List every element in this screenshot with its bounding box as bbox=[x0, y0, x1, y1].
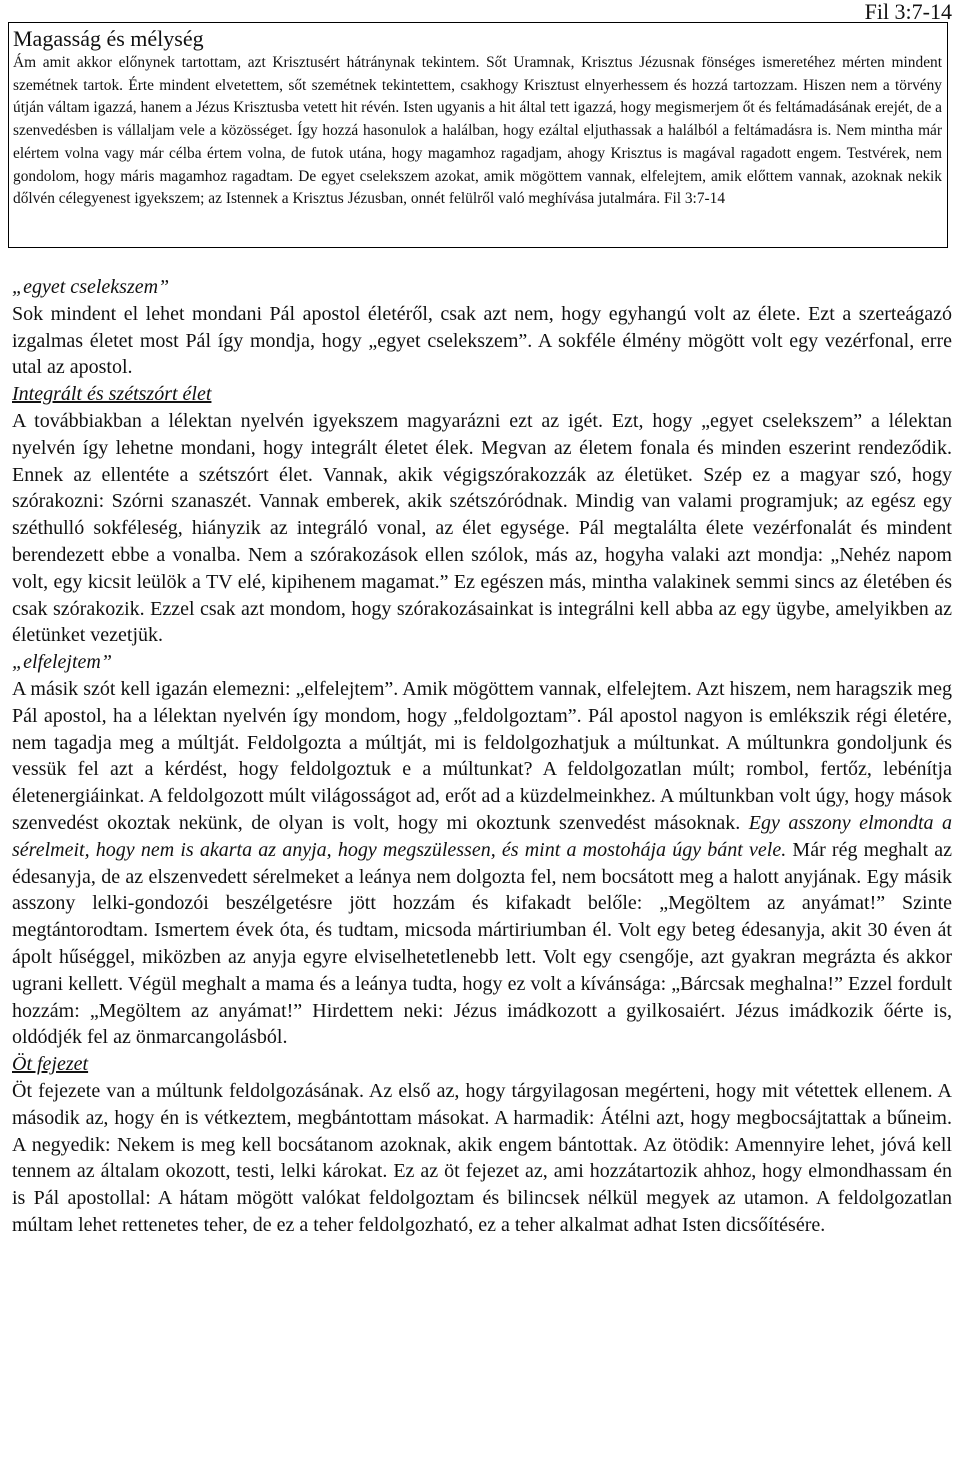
page-reference: Fil 3:7-14 bbox=[864, 0, 952, 24]
main-body bbox=[12, 274, 952, 1239]
heading-egyet-cselekszem: „egyet cselekszem” bbox=[12, 276, 170, 298]
paragraph-ot-fejezet: Öt fejezete van a múltunk feldolgozásának. Az első az, hogy tárgyilagosan megérteni, hogy mit vétettek ellenem. A második az, hogy én is vétkeztem, megbántottam másokat. A harmadik: Átélni azt, hogy megbocsájtattak a bűneim. A negyedik: Nekem is meg kell bocsátanom azoknak, akik engem bántottak. Az ötödik: Amennyire lehet, jóvá kell tennem az általam okozott, testi, lelki károkat. Ez az öt fejezet az, ami hozzátartozik ahhoz, hogy elmondhassam én is Pál apostollal: A hátam mögött valókat feldolgoztam és bilincsek nélkül megyek az utamon. A feldolgozatlan múltam lehet rettenetes teher, de ez a teher feldolgozható, ez a teher alkalmat adhat Isten dicsőítésére. bbox=[12, 1079, 952, 1236]
scripture-box bbox=[8, 22, 948, 248]
box-title: Magasság és mélység bbox=[13, 26, 204, 51]
scripture-text: Ám amit akkor előnynek tartottam, azt Krisztusért hátránynak tekintem. Sőt Uramnak, Krisztus Jézusnak fönséges ismeretéhez mérten mindent szemétnek tartok. Érte mindent elvetettem, sőt szemétnek tekintettem, csakhogy Krisztust elnyerhessem és hozzá tartozzam. Hiszen nem a törvény útján váltam igazzá, hanem a Jézus Krisztusba vetett hit révén. Isten ugyanis a hit által tett igazzá, hogy megismerjem őt és feltámadásának erejét, de a szenvedésben is vállaljam vele a közösséget. Így hozzá hasonulok a halálban, hogy ezáltal eljuthassak a halálból a feltámadásra is. Nem mintha már elértem volna vagy már célba értem volna, de futok utána, hogy magamhoz ragadjam, ahogy Krisztus is magával ragadott engem. Testvérek, nem gondolom, hogy máris magamhoz ragadtam. De egyet cselekszem azokat, amik mögöttem vannak, elfelejtem, amik előttem vannak, azoknak nekik dőlvén célegyenest igyekszem; az Istennek a Krisztus Jézusban, onnét felülről való meghívása jutalmára. Fil 3:7-14 bbox=[13, 54, 942, 208]
heading-ot-fejezet: Öt fejezet bbox=[12, 1053, 89, 1076]
paragraph-elfelejtem-part-a: A másik szót kell igazán elemezni: „elfelejtem”. Amik mögöttem vannak, elfelejtem. Azt hiszem, nem haragszik meg Pál apostol, ha a lélektan nyelvén így mondom, hogy „feldolgoztam”. Pál apostol nagyon is emlékszik régi életére, nem tagadja meg a múltját. Feldolgozta a múltját, mi is feldolgozhatjuk a múltunkat. A múltunkra gondoljunk és vessük fel azt a kérdést, hogy feldolgoztuk e a múltunkat? A feldolgozatlan múlt; rombol, fertőz, lebénítja életenergiáinkat. A feldolgozott múlt világosságot ad, erőt ad a küzdelmeinkhez. A múltunkban volt úgy, hogy mások szenvedést okoztak nekünk, de olyan is volt, hogy mi okoztunk szenvedést másoknak. bbox=[12, 677, 952, 834]
paragraph-elfelejtem-part-b: Már rég meghalt az édesanyja, de az elszenvedett sérelmeket a leánya nem dolgozta fel, nem bocsátott meg a halott anyjának. Egy másik asszony lelki-gondozói beszélgetésre jött hozzám és kifakadt belőle: „Megöltem az anyámat!” Szinte megtántorodtam. Ismertem évek óta, és tudtam, micsoda mártiriumban él. Volt egy beteg édesanyja, akit 30 éven át ápolt hűséggel, miközben az anyja egyre elviselhetetlenebb lett. Volt egy csengője, azt gyakran megrázta és akkor ugrani kellett. Végül meghalt a mama és a leánya tudta, hogy ez volt a kívánsága: „Bárcsak meghalna!” Ezzel fordult hozzám: „Megöltem az anyámat!” Hirdettem neki: Jézus imádkozott a gyilkosaiért. Jézus imádkozik őérte is, oldódjék fel az önmarcangolásból. bbox=[12, 838, 953, 1049]
paragraph-egyet-cselekszem: Sok mindent el lehet mondani Pál apostol életéről, csak azt nem, hogy egyhangú volt az élete. Ezt a szerteágazó izgalmas életet most Pál így mondja, hogy „egyet cselekszem”. A sokféle élmény mögött volt egy vezérfonal, erre utal az apostol. bbox=[12, 302, 952, 379]
paragraph-integralt-elet: A továbbiakban a lélektan nyelvén igyekszem magyarázni ezt az igét. Ezt, hogy „egyet cselekszem” a lélektan nyelvén így lehetne mondani, hogy integrált életet élek. Megvan az életem fonala és minden eszerint rendeződik. Ennek az ellentéte a szétszórt élet. Vannak, akik végigszórakozzák az életüket. Szép ez a magyar szó, hogy szórakozni: Szórni szanaszét. Vannak emberek, akik szétszóródnak. Mindig van valami programjuk; az egész egy széthulló sokféleség, hiányzik az integráló vonal, az élet egysége. Pál megtalálta élete vezérfonalát és mindent berendezett ebbe a vonalba. Nem a szórakozások ellen szólok, más az, hogyha valaki azt mondja: „Nehéz napom volt, egy kicsit leülök a TV elé, kipihenem magamat.” Ez egészen más, mintha valakinek semmi sincs az életében és csak szórakozik. Ezzel csak azt mondom, hogy szórakozásainkat is integrálni kell abba az egy ügybe, amelyikben az életünket vezetjük. bbox=[12, 409, 952, 647]
heading-elfelejtem: „elfelejtem” bbox=[12, 651, 112, 674]
heading-integralt-elet: Integrált és szétszórt élet bbox=[12, 383, 212, 406]
paragraph-elfelejtem-italic: Egy asszony elmondta a sérelmeit, hogy nem is akarta az anyja, hogy megszülessen, és mint a mostohája úgy bánt vele. bbox=[12, 811, 952, 861]
paragraph-elfelejtem bbox=[12, 676, 952, 1051]
